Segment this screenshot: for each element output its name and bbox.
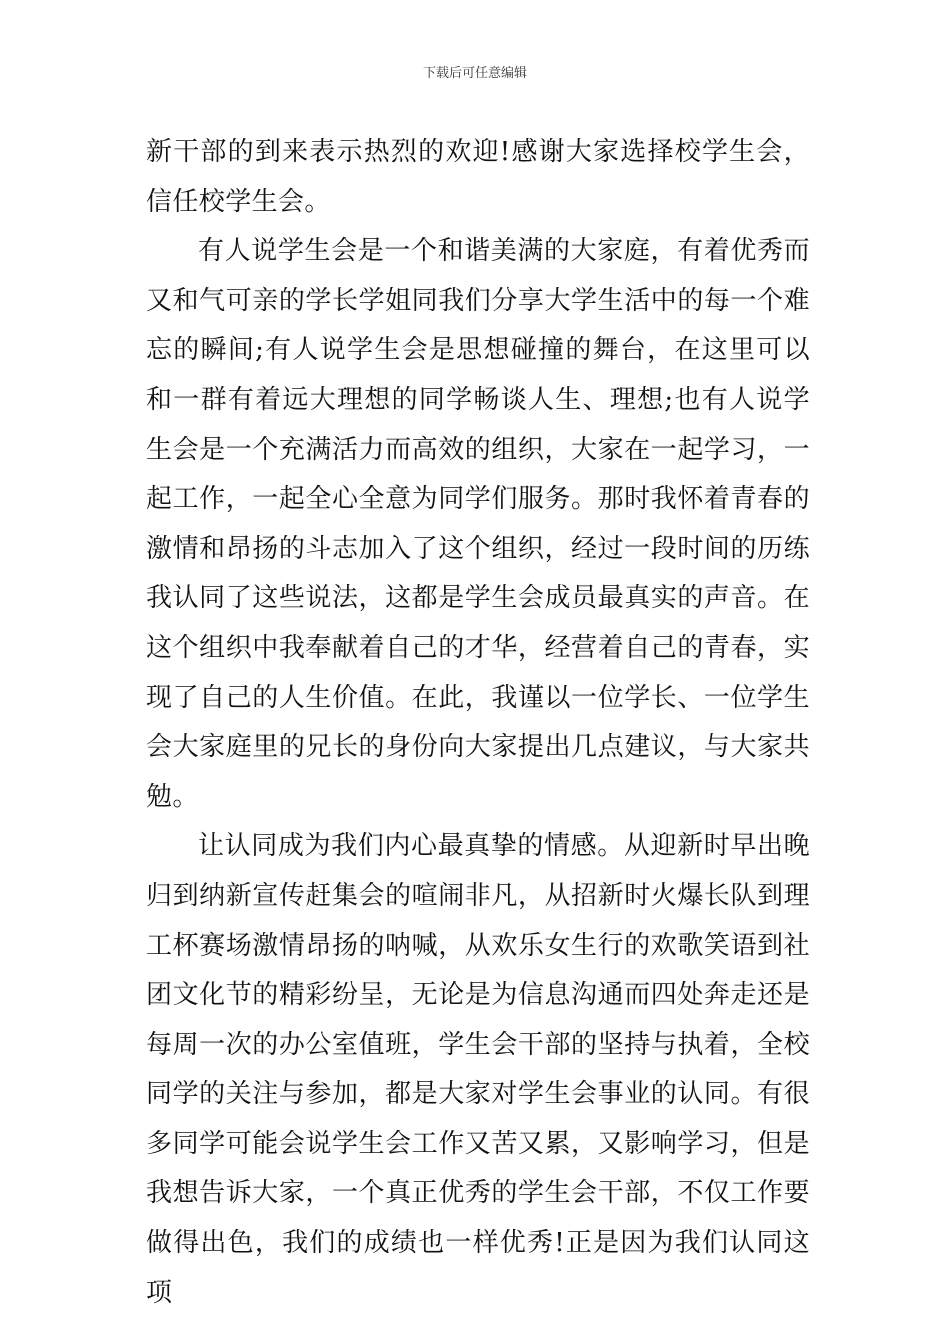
page-header: 下载后可任意编辑: [422, 66, 527, 81]
paragraph-3: 让认同成为我们内心最真挚的情感。从迎新时早出晚归到纳新宣传赶集会的喧闹非凡，从招新时火爆长队到理工杯赛场激情昂扬的呐喊，从欢乐女生行的欢歌笑语到社团文化节的精彩纷呈，无论是为信息沟通而四处奔走还是每周一次的办公室值班，学生会干部的坚持与执着，全校同学的关注与参加，都是大家对学生会事业的认同。有很多同学可能会说学生会工作又苦又累，又影响学习，但是我想告诉大家，一个真正优秀的学生会干部，不仅工作要做得出色，我们的成绩也一样优秀!正是因为我们认同这项: [146, 831, 810, 1308]
paragraph-1: 新干部的到来表示热烈的欢迎!感谢大家选择校学生会，信任校学生会。: [146, 137, 810, 217]
document-body: [146, 128, 810, 1318]
paragraph-2: 有人说学生会是一个和谐美满的大家庭，有着优秀而又和气可亲的学长学姐同我们分享大学生活中的每一个难忘的瞬间;有人说学生会是思想碰撞的舞台，在这里可以和一群有着远大理想的同学畅谈人生、理想;也有人说学生会是一个充满活力而高效的组织，大家在一起学习，一起工作，一起全心全意为同学们服务。那时我怀着青春的激情和昂扬的斗志加入了这个组织，经过一段时间的历练我认同了这些说法，这都是学生会成员最真实的声音。在这个组织中我奉献着自己的才华，经营着自己的青春，实现了自己的人生价值。在此，我谨以一位学长、一位学生会大家庭里的兄长的身份向大家提出几点建议，与大家共勉。: [146, 236, 810, 812]
